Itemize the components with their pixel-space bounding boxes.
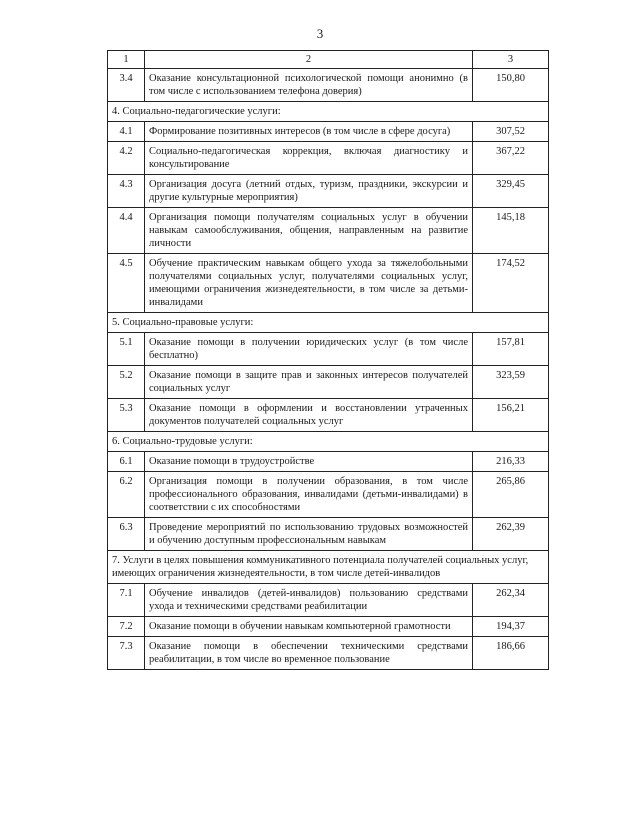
item-number: 6.3: [108, 518, 145, 551]
table-row: [108, 617, 549, 637]
item-price: 323,59: [473, 366, 549, 399]
table-row: [108, 452, 549, 472]
table-row: [108, 472, 549, 518]
item-number: 4.4: [108, 208, 145, 254]
item-number: 7.1: [108, 584, 145, 617]
item-description: Организация помощи в получении образования, в том числе профессионального образования, инвалидами (детьми-инвалидами) в соответствии с их способностями: [145, 472, 473, 518]
item-price: 216,33: [473, 452, 549, 472]
table-row: [108, 254, 549, 313]
section-title: 7. Услуги в целях повышения коммуникативного потенциала получателей социальных услуг, имеющих ограничения жизнедеятельности, в том числе детей-инвалидов: [108, 551, 549, 584]
item-number: 7.2: [108, 617, 145, 637]
table-row: [108, 142, 549, 175]
section-row: [108, 551, 549, 584]
item-price: 262,39: [473, 518, 549, 551]
item-description: Формирование позитивных интересов (в том числе в сфере досуга): [145, 122, 473, 142]
table-header-row: [108, 51, 549, 69]
item-number: 4.3: [108, 175, 145, 208]
section-title: 6. Социально-трудовые услуги:: [108, 432, 549, 452]
section-title: 5. Социально-правовые услуги:: [108, 313, 549, 333]
item-price: 307,52: [473, 122, 549, 142]
item-description: Социально-педагогическая коррекция, включая диагностику и консультирование: [145, 142, 473, 175]
item-description: Оказание помощи в оформлении и восстановлении утраченных документов получателей социальных услуг: [145, 399, 473, 432]
table-body: [108, 51, 549, 670]
item-number: 3.4: [108, 69, 145, 102]
item-number: 7.3: [108, 637, 145, 670]
services-price-table: [107, 50, 549, 670]
item-price: 156,21: [473, 399, 549, 432]
table-row: [108, 399, 549, 432]
item-description: Оказание помощи в защите прав и законных интересов получателей социальных услуг: [145, 366, 473, 399]
item-number: 5.1: [108, 333, 145, 366]
item-price: 262,34: [473, 584, 549, 617]
item-number: 6.2: [108, 472, 145, 518]
table-row: [108, 333, 549, 366]
item-number: 6.1: [108, 452, 145, 472]
table-row: [108, 122, 549, 142]
item-number: 5.3: [108, 399, 145, 432]
table-row: [108, 366, 549, 399]
item-description: Организация помощи получателям социальных услуг в обучении навыкам самообслуживания, общения, направленным на развитие личности: [145, 208, 473, 254]
item-price: 367,22: [473, 142, 549, 175]
section-row: [108, 432, 549, 452]
section-title: 4. Социально-педагогические услуги:: [108, 102, 549, 122]
item-number: 4.5: [108, 254, 145, 313]
section-row: [108, 313, 549, 333]
item-number: 4.2: [108, 142, 145, 175]
item-price: 194,37: [473, 617, 549, 637]
item-price: 145,18: [473, 208, 549, 254]
table-row: [108, 518, 549, 551]
item-number: 4.1: [108, 122, 145, 142]
item-description: Оказание помощи в обеспечении техническими средствами реабилитации, в том числе во временное пользование: [145, 637, 473, 670]
item-price: 157,81: [473, 333, 549, 366]
header-col-1: 1: [108, 51, 145, 69]
item-description: Оказание консультационной психологической помощи анонимно (в том числе с использованием телефона доверия): [145, 69, 473, 102]
item-price: 150,80: [473, 69, 549, 102]
table-row: [108, 637, 549, 670]
section-row: [108, 102, 549, 122]
item-description: Проведение мероприятий по использованию трудовых возможностей и обучению доступным профессиональным навыкам: [145, 518, 473, 551]
table-row: [108, 584, 549, 617]
item-price: 329,45: [473, 175, 549, 208]
page-number: 3: [316, 26, 324, 41]
table-row: [108, 208, 549, 254]
item-description: Оказание помощи в трудоустройстве: [145, 452, 473, 472]
item-price: 265,86: [473, 472, 549, 518]
header-col-3: 3: [473, 51, 549, 69]
item-description: Обучение инвалидов (детей-инвалидов) пользованию средствами ухода и техническими средствами реабилитации: [145, 584, 473, 617]
header-col-2: 2: [145, 51, 473, 69]
item-number: 5.2: [108, 366, 145, 399]
table-row: [108, 175, 549, 208]
item-description: Оказание помощи в обучении навыкам компьютерной грамотности: [145, 617, 473, 637]
item-description: Обучение практическим навыкам общего ухода за тяжелобольными получателями социальных услуг, получателями социальных услуг, имеющими ограничения жизнедеятельности, в том числе за детьми-инвалидами: [145, 254, 473, 313]
item-price: 186,66: [473, 637, 549, 670]
item-description: Оказание помощи в получении юридических услуг (в том числе бесплатно): [145, 333, 473, 366]
item-price: 174,52: [473, 254, 549, 313]
item-description: Организация досуга (летний отдых, туризм, праздники, экскурсии и другие культурные мероприятия): [145, 175, 473, 208]
table-row: [108, 69, 549, 102]
